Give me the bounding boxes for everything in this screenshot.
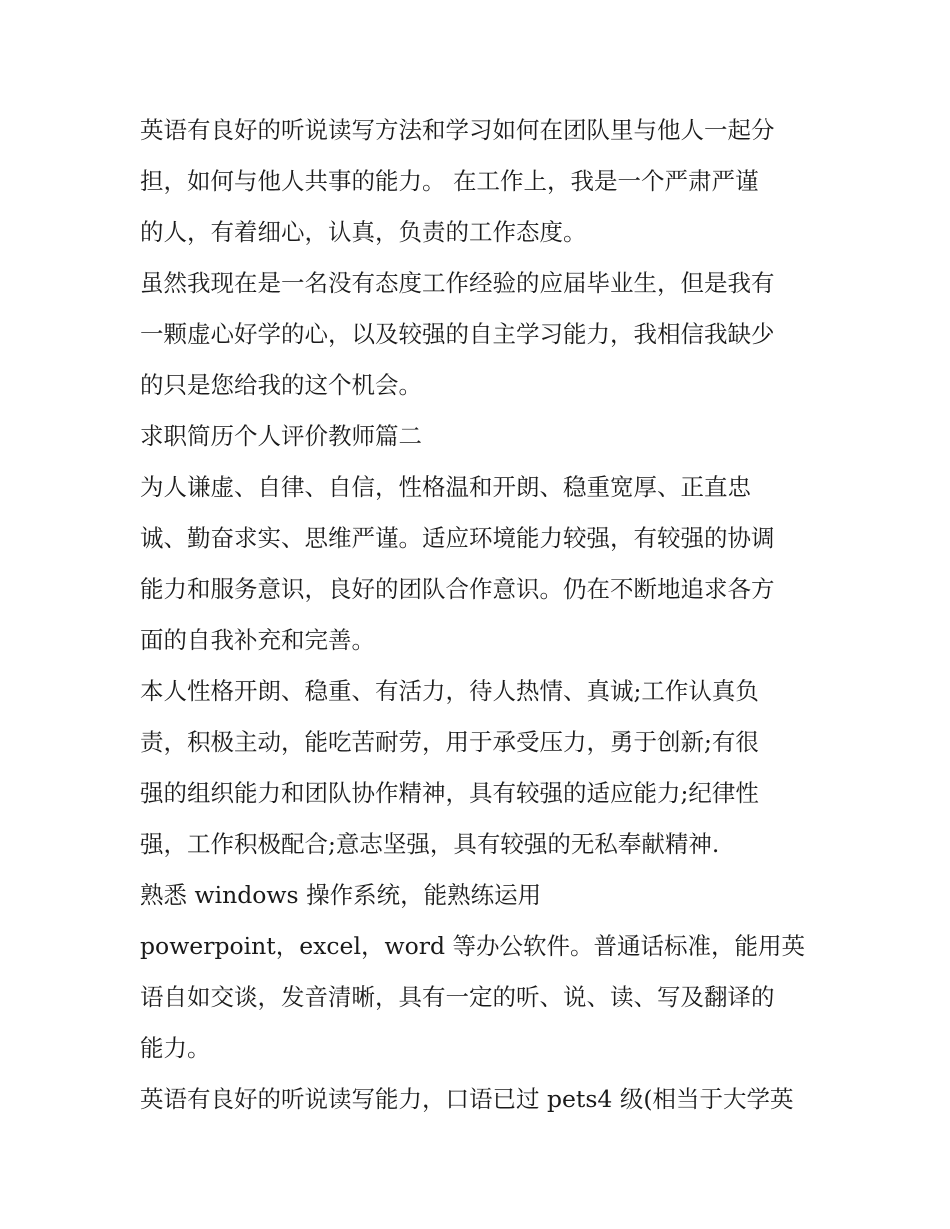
paragraph-office-skills — [140, 921, 820, 1074]
paragraph-team-skills — [140, 105, 820, 258]
text-line: 强，工作积极配合;意志坚强，具有较强的无私奉献精神. — [140, 830, 720, 858]
section-heading — [140, 411, 820, 462]
paragraph-english-skills — [140, 1074, 820, 1125]
text-line: 英语有良好的听说读写方法和学习如何在团队里与他人一起分 — [140, 116, 775, 144]
text-line: 虽然我现在是一名没有态度工作经验的应届毕业生，但是我有 — [140, 269, 775, 297]
text-line: 的人，有着细心，认真，负责的工作态度。 — [140, 218, 587, 246]
text-line: 担，如何与他人共事的能力。 在工作上，我是一个严肃严谨 — [140, 167, 759, 195]
document-body — [140, 105, 820, 1125]
text-line: 本人性格开朗、稳重、有活力，待人热情、真诚;工作认真负 — [140, 677, 759, 705]
text-line: 能力。 — [140, 1034, 211, 1062]
text-line: 的只是您给我的这个机会。 — [140, 371, 422, 399]
text-line: 诚、勤奋求实、思维严谨。适应环境能力较强，有较强的协调 — [140, 524, 775, 552]
paragraph-personality — [140, 462, 820, 666]
text-line: 熟悉 windows 操作系统，能熟练运用 — [140, 881, 542, 909]
text-line: powerpoint，excel，word 等办公软件。普通话标准，能用英 — [140, 932, 805, 960]
text-line: 一颗虚心好学的心，以及较强的自主学习能力，我相信我缺少 — [140, 320, 775, 348]
text-line: 面的自我补充和完善。 — [140, 626, 375, 654]
text-line: 责，积极主动，能吃苦耐劳，用于承受压力，勇于创新;有很 — [140, 728, 759, 756]
text-line: 为人谦虚、自律、自信，性格温和开朗、稳重宽厚、正直忠 — [140, 473, 751, 501]
paragraph-os-skills — [140, 870, 820, 921]
text-line: 强的组织能力和团队协作精神，具有较强的适应能力;纪律性 — [140, 779, 759, 807]
paragraph-graduate — [140, 258, 820, 411]
text-line: 英语有良好的听说读写能力，口语已过 pets4 级(相当于大学英 — [140, 1085, 794, 1113]
section-title: 求职简历个人评价教师篇二 — [140, 422, 422, 450]
text-line: 语自如交谈，发音清晰，具有一定的听、说、读、写及翻译的 — [140, 983, 775, 1011]
text-line: 能力和服务意识，良好的团队合作意识。仍在不断地追求各方 — [140, 575, 775, 603]
paragraph-work-attitude — [140, 666, 820, 870]
